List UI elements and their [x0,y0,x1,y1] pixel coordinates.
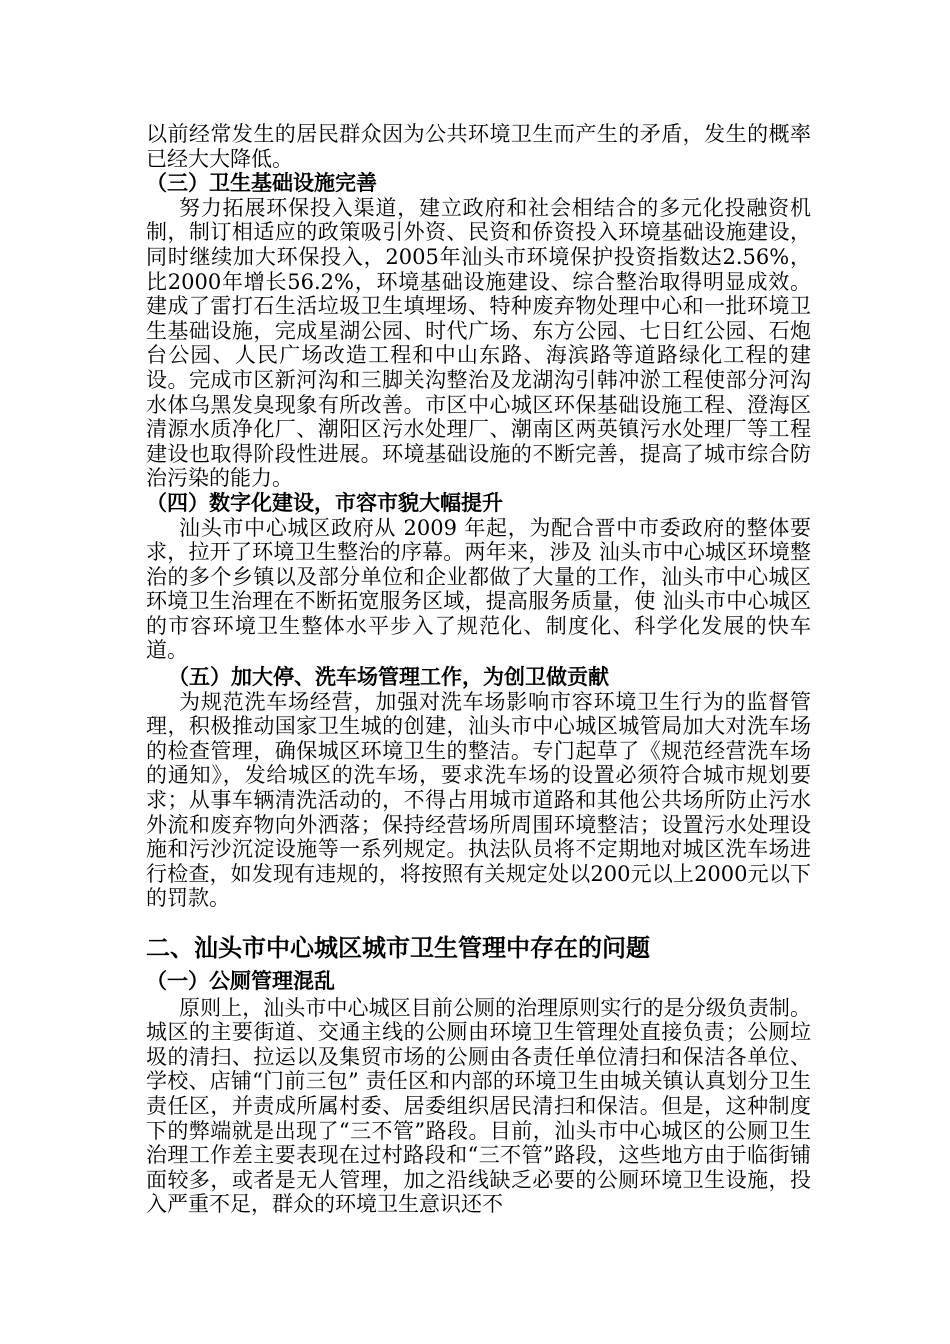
subsection-4-body: 汕头市中心城区政府从 2009 年起，为配合晋中市委政府的整体要求，拉开了环境卫生整治的序幕。两年来，涉及 汕头市中心城区环境整治的多个乡镇以及部分单位和企业都做了大量的工作，汕头市中心城区环境卫生治理在不断拓宽服务区域，提高服务质量，使 汕头市中心城区的市容环境卫生整体水平步入了规范化、制度化、科学化发展的快车道。 [146,515,811,663]
intro-paragraph: 以前经常发生的居民群众因为公共环境卫生而产生的矛盾，发生的概率已经大大降低。 [146,122,811,171]
section-2-heading: 二、汕头市中心城区城市卫生管理中存在的问题 [146,934,650,962]
subsection-4-heading: （四）数字化建设，市容市貌大幅提升 [146,490,503,515]
subsection-1-heading: （一）公厕管理混乱 [146,969,335,993]
subsection-1-body: 原则上，汕头市中心城区目前公厕的治理原则实行的是分级负责制。城区的主要街道、交通主线的公厕由环境卫生管理处直接负责；公厕垃圾的清扫、拉运以及集贸市场的公厕由各责任单位清扫和保洁各单位、学校、店铺“门前三包” 责任区和内部的环境卫生由城关镇认真划分卫生责任区，并责成所属村委、居委组织居民清扫和保洁。但是，这种制度下的弊端就是出现了“三不管”路段。目前，汕头市中心城区的公厕卫生治理工作差主要表现在过村路段和“三不管”路段，这些地方由于临街铺面较多，或者是无人管理，加之沿线缺乏必要的公厕环境卫生设施，投入严重不足，群众的环境卫生意识还不 [146,995,811,1217]
subsection-5-body: 为规范洗车场经营，加强对洗车场影响市容环境卫生行为的监督管理，积极推动国家卫生城的创建，汕头市中心城区城管局加大对洗车场的检查管理，确保城区环境卫生的整洁。专门起草了《规范经营洗车场的通知》，发给城区的洗车场，要求洗车场的设置必须符合城市规划要求；从事车辆清洗活动的，不得占用城市道路和其他公共场所防止污水外流和废弃物向外洒落；保持经营场所周围环境整洁；设置污水处理设施和污沙沉淀设施等一系列规定。执法队员将不定期地对城区洗车场进行检查，如发现有违规的，将按照有关规定处以200元以上2000元以下的罚款。 [146,689,811,911]
subsection-3-heading: （三）卫生基础设施完善 [146,171,377,196]
document-page [146,122,811,1217]
subsection-3-body: 努力拓展环保投入渠道，建立政府和社会相结合的多元化投融资机制，制订相适应的政策吸引外资、民资和侨资投入环境基础设施建设，同时继续加大环保投入，2005年汕头市环境保护投资指数达2.56%，比2000年增长56.2%，环境基础设施建设、综合整治取得明显成效。建成了雷打石生活垃圾卫生填埋场、特种废弃物处理中心和一批环境卫生基础设施，完成星湖公园、时代广场、东方公园、七日红公园、石炮台公园、人民广场改造工程和中山东路、海滨路等道路绿化工程的建设。完成市区新河沟和三脚关沟整治及龙湖沟引韩冲淤工程使部分河沟水体乌黑发臭现象有所改善。市区中心城区环保基础设施工程、澄海区清源水质净化厂、潮阳区污水处理厂、潮南区两英镇污水处理厂等工程建设也取得阶段性进展。环境基础设施的不断完善，提高了城市综合防治污染的能力。 [146,195,811,491]
subsection-5-heading: （五）加大停、洗车场管理工作，为创卫做贡献 [168,665,609,690]
